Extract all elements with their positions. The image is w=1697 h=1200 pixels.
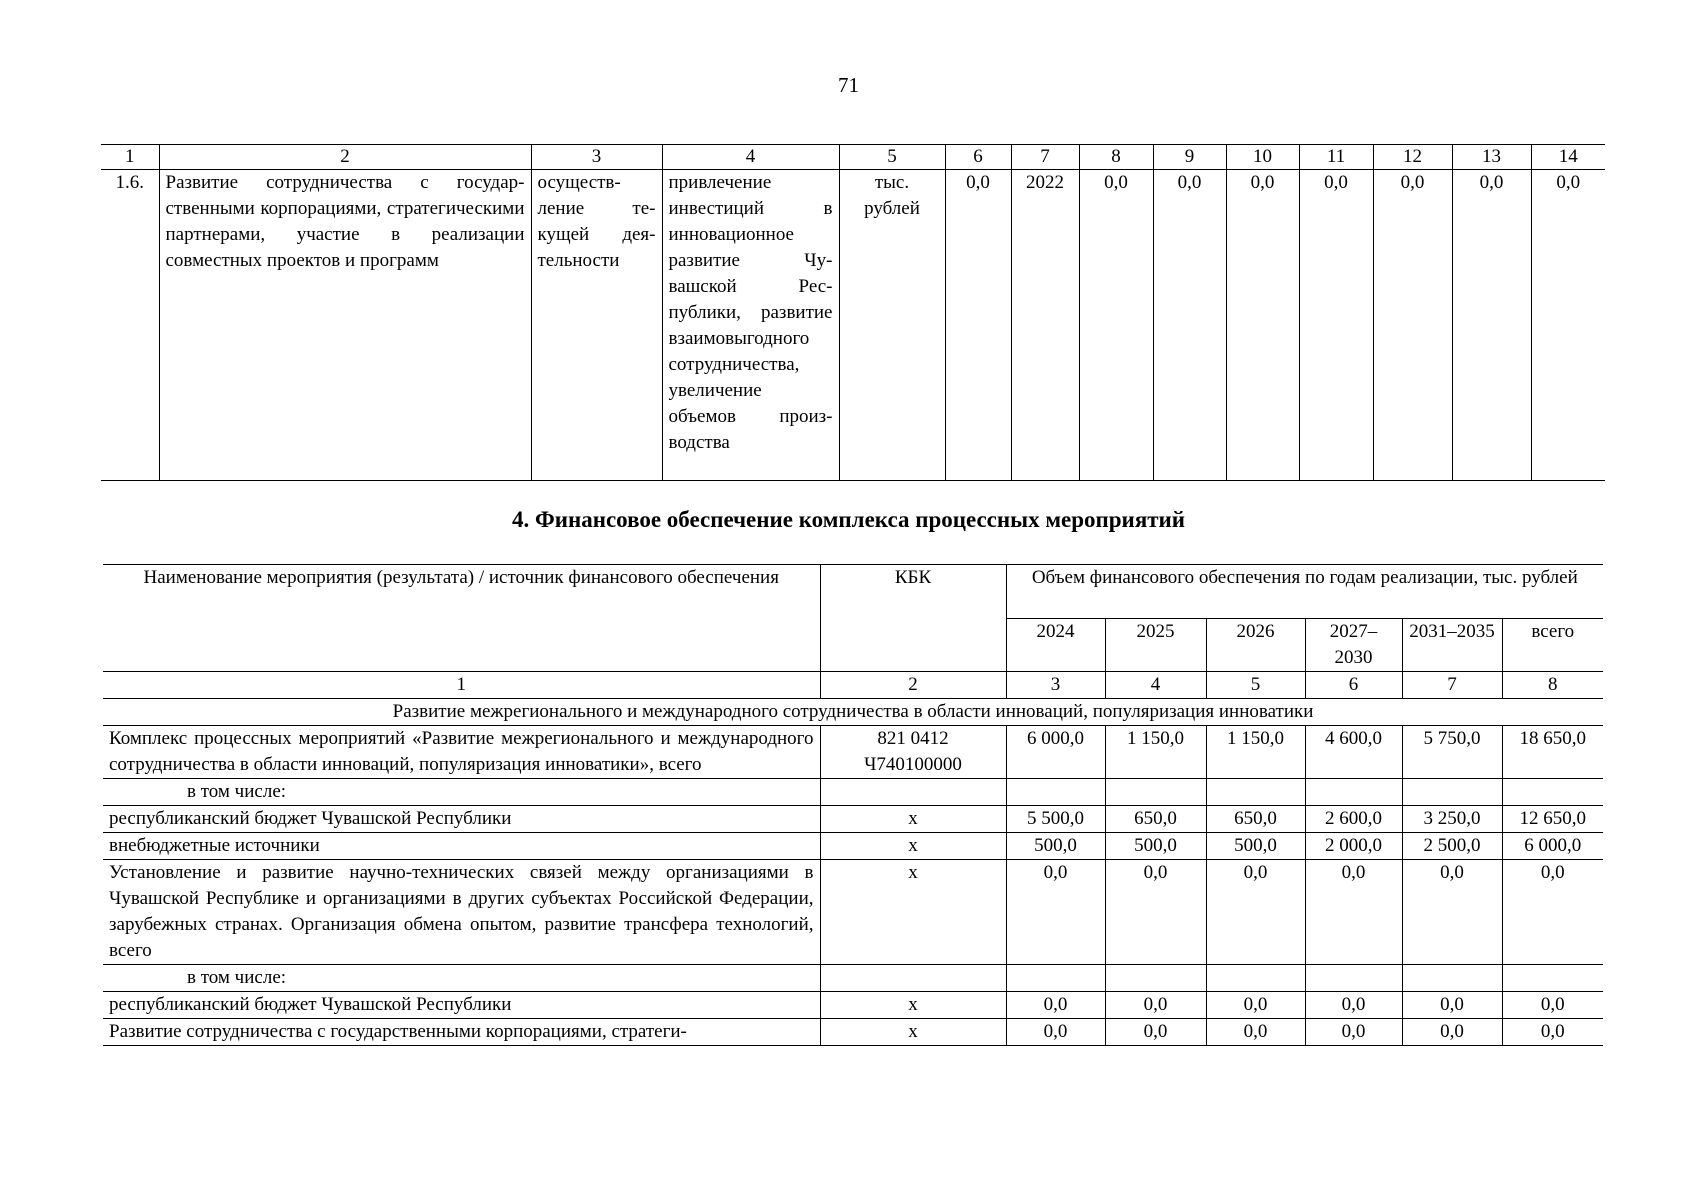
col-number-9: 9 xyxy=(1153,145,1226,170)
row-value-2026: 500,0 xyxy=(1206,833,1305,860)
row-value-2024: 6 000,0 xyxy=(1006,726,1105,779)
row-name: Развитие сотрудничества с государственными корпорациями, стратеги- xyxy=(103,1019,820,1046)
row-value-2027-2030: 2 000,0 xyxy=(1305,833,1402,860)
row-kbk xyxy=(820,779,1006,806)
row-value-2024 xyxy=(1006,965,1105,992)
table-row xyxy=(103,860,1603,965)
header-name: Наименование мероприятия (результата) / источник финансового обеспечения xyxy=(103,565,820,672)
item-value-6: 0,0 xyxy=(945,170,1011,481)
row-value-total xyxy=(1502,965,1603,992)
table-row xyxy=(103,965,1603,992)
row-value-total: 18 650,0 xyxy=(1502,726,1603,779)
table-row xyxy=(103,806,1603,833)
item-type: осуществление текущей деятельности xyxy=(531,170,662,481)
item-value-11: 0,0 xyxy=(1299,170,1373,481)
item-unit: тыс. рублей xyxy=(839,170,945,481)
col-number-7: 7 xyxy=(1011,145,1079,170)
row-value-2031-2035: 2 500,0 xyxy=(1402,833,1502,860)
item-value-14: 0,0 xyxy=(1531,170,1605,481)
item-value-8: 0,0 xyxy=(1079,170,1153,481)
header-volume: Объем финансового обеспечения по годам реализации, тыс. рублей xyxy=(1006,565,1603,619)
table-row xyxy=(103,726,1603,779)
row-value-2027-2030 xyxy=(1305,779,1402,806)
col-number-3: 3 xyxy=(1006,672,1105,699)
row-value-2027-2030: 0,0 xyxy=(1305,1019,1402,1046)
col-number-14: 14 xyxy=(1531,145,1605,170)
col-number-4: 4 xyxy=(1105,672,1206,699)
row-value-2024: 0,0 xyxy=(1006,860,1105,965)
item-description: привлечение инвестиций в инновационное развитие Чувашской Республики, развитие взаимовыгодного сотрудничества, увеличение объемов производства xyxy=(662,170,839,481)
col-number-3: 3 xyxy=(531,145,662,170)
row-value-2026: 0,0 xyxy=(1206,992,1305,1019)
row-value-2026: 650,0 xyxy=(1206,806,1305,833)
header-year-2024: 2024 xyxy=(1006,618,1105,672)
col-number-13: 13 xyxy=(1452,145,1531,170)
row-value-2027-2030: 4 600,0 xyxy=(1305,726,1402,779)
table-row xyxy=(101,170,1605,481)
header-year-2025: 2025 xyxy=(1105,618,1206,672)
col-number-6: 6 xyxy=(945,145,1011,170)
row-value-2026 xyxy=(1206,965,1305,992)
row-value-2027-2030 xyxy=(1305,965,1402,992)
col-number-8: 8 xyxy=(1079,145,1153,170)
row-value-2025: 0,0 xyxy=(1105,860,1206,965)
row-value-2024: 0,0 xyxy=(1006,992,1105,1019)
col-number-5: 5 xyxy=(1206,672,1305,699)
row-value-2025: 650,0 xyxy=(1105,806,1206,833)
header-kbk: КБК xyxy=(820,565,1006,672)
row-name: в том числе: xyxy=(103,779,820,806)
col-number-8: 8 xyxy=(1502,672,1603,699)
col-number-6: 6 xyxy=(1305,672,1402,699)
row-value-2025 xyxy=(1105,965,1206,992)
row-value-2031-2035: 5 750,0 xyxy=(1402,726,1502,779)
row-value-2031-2035: 0,0 xyxy=(1402,1019,1502,1046)
row-value-2025: 0,0 xyxy=(1105,1019,1206,1046)
col-number-1: 1 xyxy=(103,672,820,699)
header-row xyxy=(103,565,1603,619)
row-name: республиканский бюджет Чувашской Республики xyxy=(103,806,820,833)
col-number-10: 10 xyxy=(1226,145,1299,170)
financing-table xyxy=(103,564,1603,1046)
row-value-2031-2035: 3 250,0 xyxy=(1402,806,1502,833)
col-number-2: 2 xyxy=(159,145,531,170)
row-value-2027-2030: 0,0 xyxy=(1305,860,1402,965)
row-value-total: 0,0 xyxy=(1502,860,1603,965)
header-year-2026: 2026 xyxy=(1206,618,1305,672)
row-value-total: 12 650,0 xyxy=(1502,806,1603,833)
table-row xyxy=(103,992,1603,1019)
row-value-2027-2030: 0,0 xyxy=(1305,992,1402,1019)
row-value-total: 0,0 xyxy=(1502,1019,1603,1046)
row-value-2024: 5 500,0 xyxy=(1006,806,1105,833)
group-title: Развитие межрегионального и международного сотрудничества в области инноваций, популяризация инноватики xyxy=(103,699,1603,726)
row-value-2026 xyxy=(1206,779,1305,806)
row-name: Комплекс процессных мероприятий «Развитие межрегионального и международного сотрудничества в области инноваций, популяризация инноватики», всего xyxy=(103,726,820,779)
row-kbk: х xyxy=(820,806,1006,833)
header-year-2031-2035: 2031–2035 xyxy=(1402,618,1502,672)
item-number: 1.6. xyxy=(101,170,159,481)
row-value-2026: 0,0 xyxy=(1206,860,1305,965)
row-kbk: х xyxy=(820,860,1006,965)
col-number-11: 11 xyxy=(1299,145,1373,170)
row-value-2026: 1 150,0 xyxy=(1206,726,1305,779)
row-name: внебюджетные источники xyxy=(103,833,820,860)
item-value-13: 0,0 xyxy=(1452,170,1531,481)
row-value-total: 6 000,0 xyxy=(1502,833,1603,860)
row-value-2025: 0,0 xyxy=(1105,992,1206,1019)
column-number-row xyxy=(103,672,1603,699)
col-number-7: 7 xyxy=(1402,672,1502,699)
row-value-2025: 1 150,0 xyxy=(1105,726,1206,779)
row-value-2026: 0,0 xyxy=(1206,1019,1305,1046)
row-value-total: 0,0 xyxy=(1502,992,1603,1019)
row-value-2025: 500,0 xyxy=(1105,833,1206,860)
section-title: 4. Финансовое обеспечение комплекса процессных мероприятий xyxy=(511,507,1186,532)
row-value-2031-2035: 0,0 xyxy=(1402,992,1502,1019)
item-year: 2022 xyxy=(1011,170,1079,481)
item-name: Развитие сотрудничества с государственными корпорациями, стратегическими партнерами, участие в реализации совместных проектов и программ xyxy=(159,170,531,481)
row-value-2025 xyxy=(1105,779,1206,806)
column-number-row xyxy=(101,145,1605,170)
page-number: 71 xyxy=(838,73,859,97)
row-kbk: 821 0412 Ч740100000 xyxy=(820,726,1006,779)
row-value-total xyxy=(1502,779,1603,806)
col-number-5: 5 xyxy=(839,145,945,170)
item-value-10: 0,0 xyxy=(1226,170,1299,481)
row-value-2024: 0,0 xyxy=(1006,1019,1105,1046)
header-total: всего xyxy=(1502,618,1603,672)
row-value-2024: 500,0 xyxy=(1006,833,1105,860)
row-name: в том числе: xyxy=(103,965,820,992)
row-value-2031-2035 xyxy=(1402,779,1502,806)
row-name: Установление и развитие научно-технических связей между организациями в Чувашской Республике и организациями в других субъектах Российской Федерации, зарубежных странах. Организация обмена опытом, развитие трансфера технологий, всего xyxy=(103,860,820,965)
row-kbk: х xyxy=(820,833,1006,860)
row-kbk: х xyxy=(820,992,1006,1019)
activities-table-continued xyxy=(101,144,1605,481)
item-value-12: 0,0 xyxy=(1373,170,1452,481)
item-value-9: 0,0 xyxy=(1153,170,1226,481)
row-kbk: х xyxy=(820,1019,1006,1046)
row-value-2031-2035: 0,0 xyxy=(1402,860,1502,965)
table-row xyxy=(103,779,1603,806)
col-number-4: 4 xyxy=(662,145,839,170)
col-number-1: 1 xyxy=(101,145,159,170)
col-number-12: 12 xyxy=(1373,145,1452,170)
row-value-2024 xyxy=(1006,779,1105,806)
header-year-2027-2030: 2027–2030 xyxy=(1305,618,1402,672)
row-name: республиканский бюджет Чувашской Республики xyxy=(103,992,820,1019)
table-row xyxy=(103,1019,1603,1046)
row-kbk xyxy=(820,965,1006,992)
col-number-2: 2 xyxy=(820,672,1006,699)
group-row xyxy=(103,699,1603,726)
row-value-2031-2035 xyxy=(1402,965,1502,992)
row-value-2027-2030: 2 600,0 xyxy=(1305,806,1402,833)
table-row xyxy=(103,833,1603,860)
